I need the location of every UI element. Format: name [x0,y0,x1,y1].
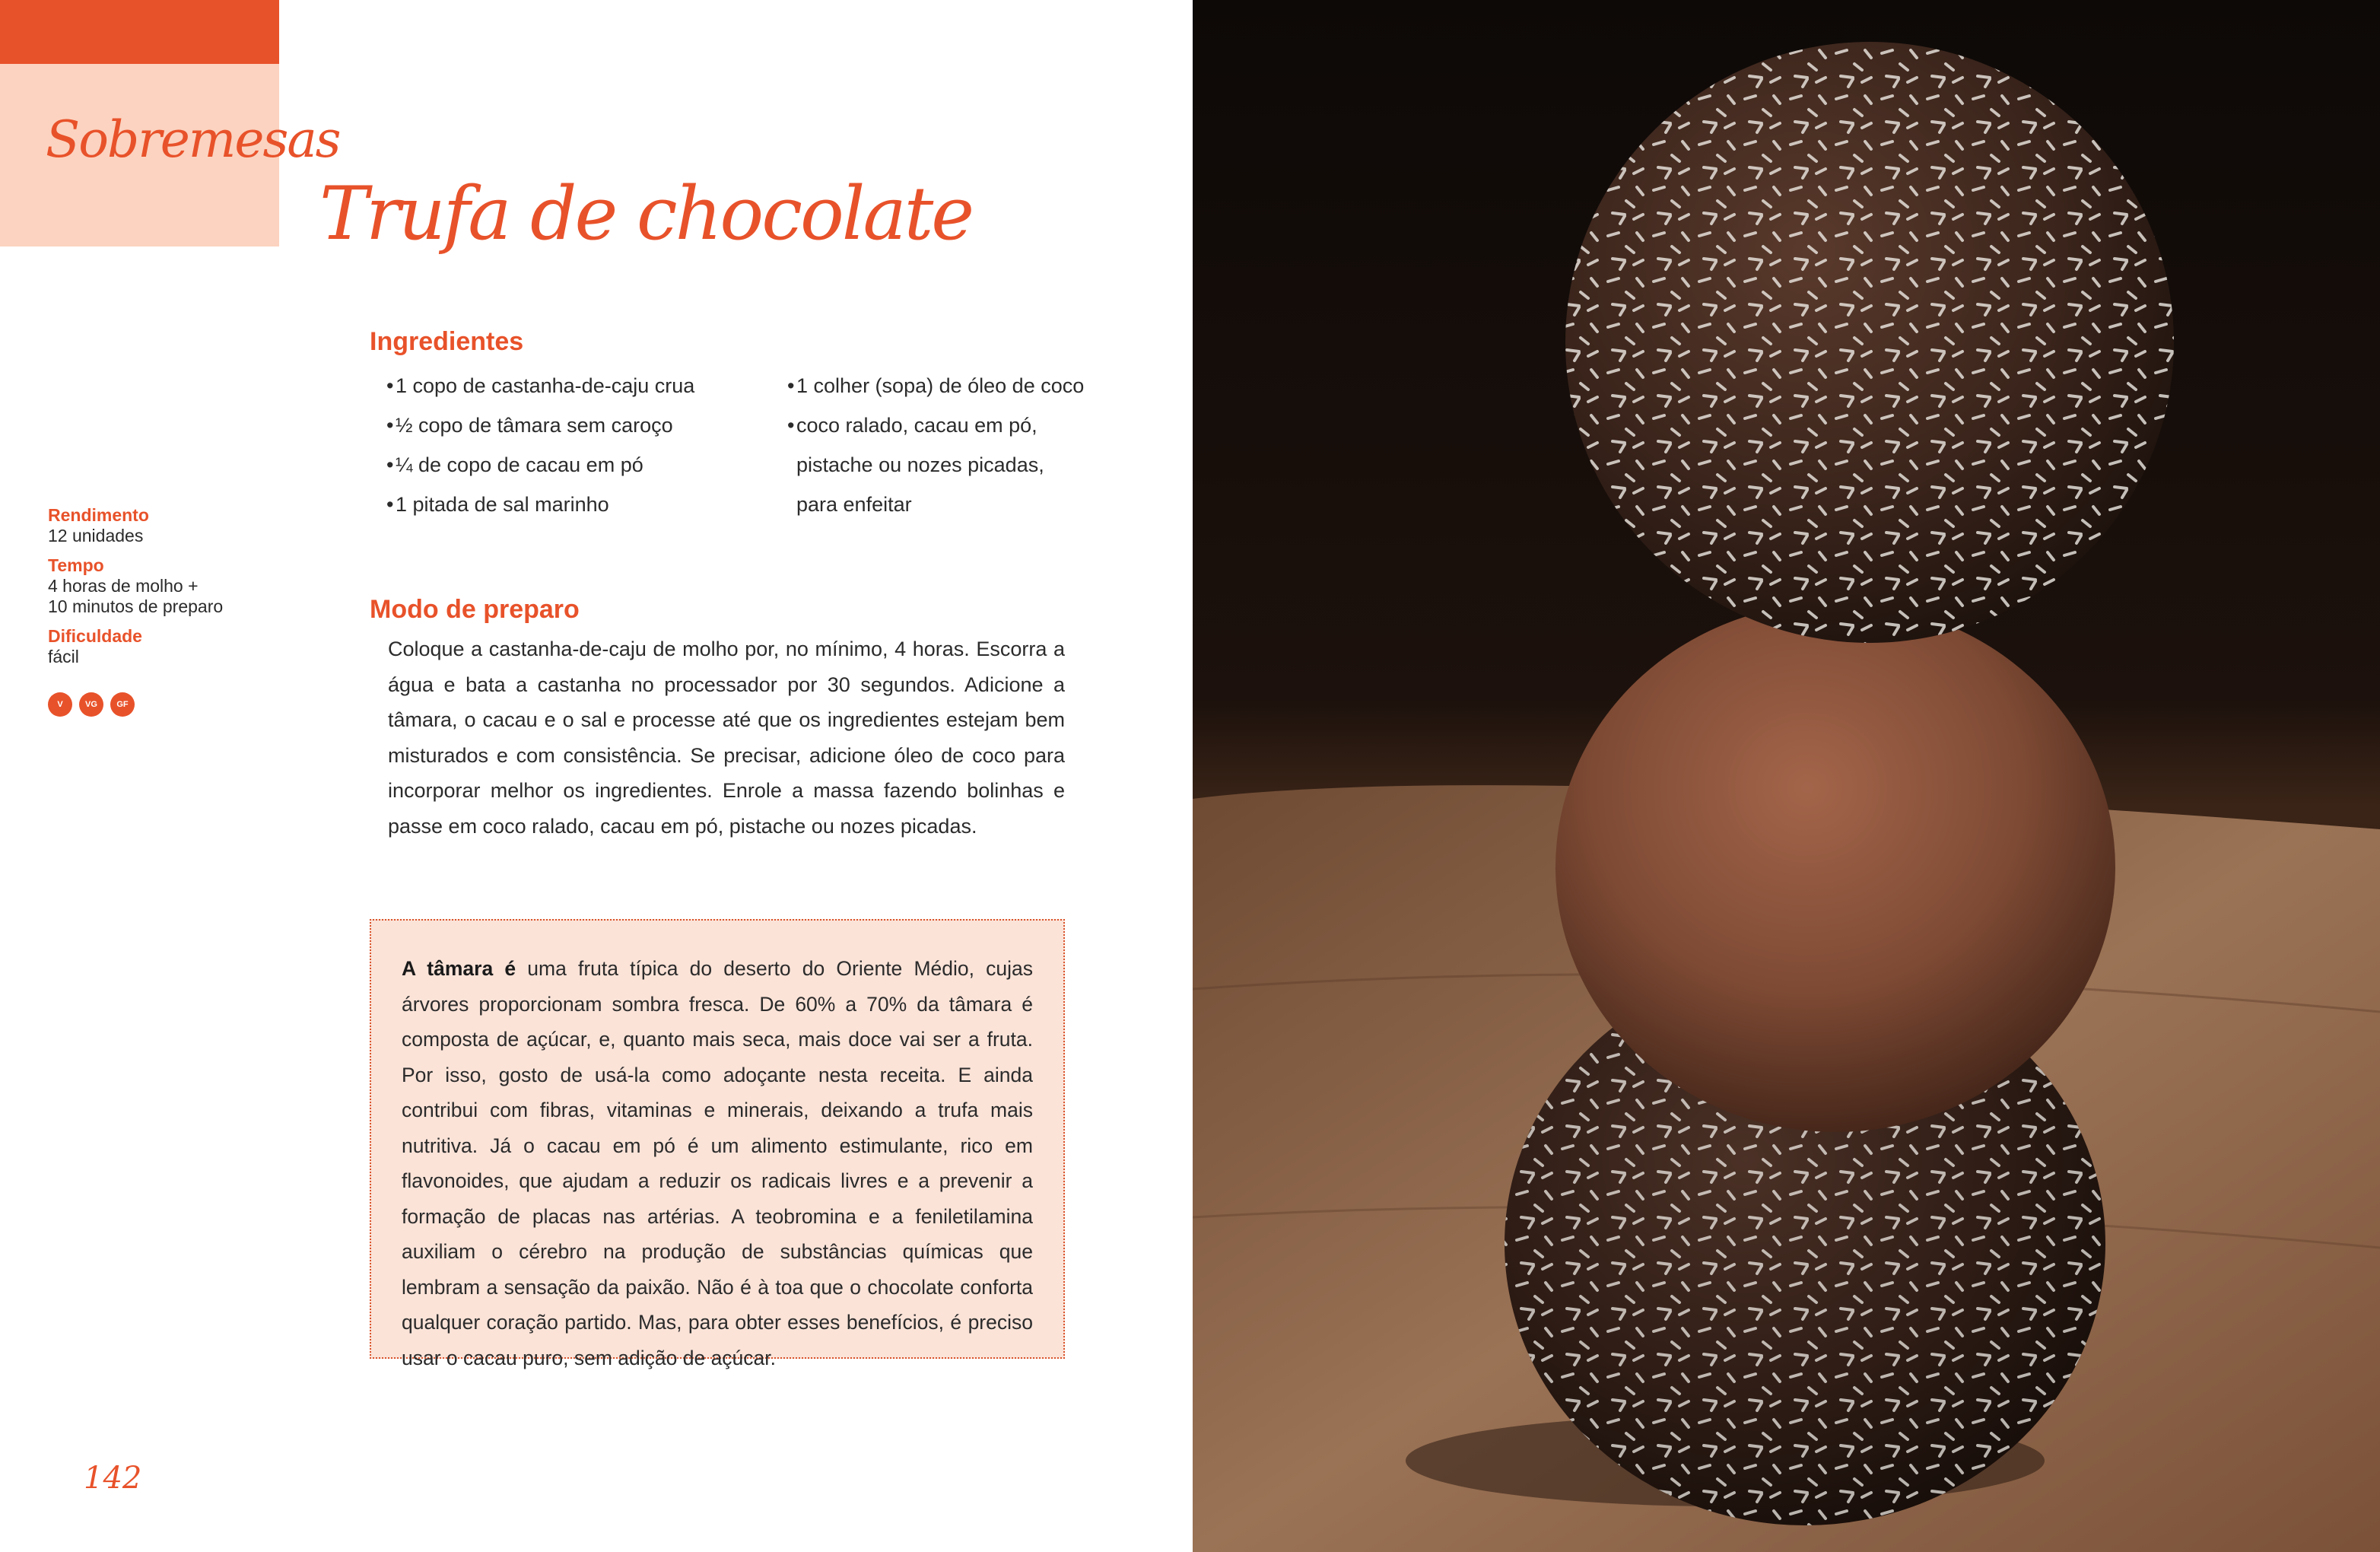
vegan-badge: VG [79,692,103,717]
section-name: Sobremesas [46,110,340,169]
recipe-title: Trufa de chocolate [319,171,973,256]
time-value-2: 10 minutos de preparo [48,596,224,616]
ingredient-text: para enfeitar [796,493,912,516]
recipe-meta [48,505,223,676]
yield-label: Rendimento [48,505,149,525]
difficulty-value: fácil [48,647,79,666]
ingredients-list-1 [386,366,694,524]
time-label: Tempo [48,555,104,575]
time-value-1: 4 horas de molho + [48,576,199,596]
bullet-icon: • [787,374,795,397]
diet-badges [48,692,135,717]
ingredients-list-2 [787,366,1084,524]
bullet-icon: • [787,414,795,437]
bullet-icon: • [386,493,394,516]
ingredient-item [787,485,1084,524]
page-number: 142 [84,1461,142,1496]
info-box [370,919,1065,1369]
bullet-icon: • [386,374,394,397]
ingredient-item [787,366,1084,405]
truffle-photo [1193,0,2380,1552]
ingredient-item [386,445,694,485]
bullet-icon: • [386,414,394,437]
ingredient-text: ½ copo de tâmara sem caroço [396,414,673,437]
info-body: uma fruta típica do deserto do Oriente Médio, cujas árvores proporcionam sombra fresca. De 60% a 70% da tâmara é composta de açúcar, e, quanto mais seca, mais doce vai ser a fruta. Por isso, gosto de usá-la como adoçante nesta receita. E ainda contribui com fibras, vitaminas e minerais, deixando a trufa mais nutritiva. Já o cacau em pó é um alimento estimulante, rico em flavonoides, que ajudam a reduzir os radicais livres e a prevenir a formação de placas nas artérias. A teobromina e a feniletilamina auxiliam o cérebro na produção de substâncias químicas que lembram a sensação da paixão. Não é à toa que o chocolate conforta qualquer coração partido. Mas, para obter esses benefícios, é preciso usar o cacau puro, sem adição de açúcar. [402,957,1033,1369]
bullet-icon: • [386,453,394,476]
ingredient-text: coco ralado, cacau em pó, [796,414,1037,437]
ingredient-item [787,405,1084,445]
gluten-free-badge: GF [110,692,135,717]
info-text [402,951,1033,1375]
difficulty-label: Dificuldade [48,626,142,646]
ingredient-text: pistache ou nozes picadas, [796,453,1044,476]
ingredients-heading: Ingredientes [370,327,524,356]
ingredient-text: 1 pitada de sal marinho [396,493,609,516]
ingredient-text: 1 colher (sopa) de óleo de coco [796,374,1085,397]
ingredient-item [787,445,1084,485]
info-lead: A tâmara é [402,957,516,980]
ingredient-item [386,366,694,405]
ingredient-text: ¼ de copo de cacau em pó [396,453,643,476]
method-text: Coloque a castanha-de-caju de molho por, no mínimo, 4 horas. Escorra a água e bata a castanha no processador por 30 segundos. Adicione a tâmara, o cacau e o sal e processe até que os ingredientes estejam bem misturados e com consistência. Se precisar, adicione óleo de coco para incorporar melhor os ingredientes. Enrole a massa fazendo bolinhas e passe em coco ralado, cacau em pó, pistache ou nozes picadas. [388,638,1065,838]
section-tab-accent [0,0,279,64]
ingredient-item [386,405,694,445]
yield-value: 12 unidades [48,526,144,545]
method-heading: Modo de preparo [370,595,580,624]
ingredient-text: 1 copo de castanha-de-caju crua [396,374,695,397]
vegetarian-badge: V [48,692,72,717]
ingredient-item [386,485,694,524]
